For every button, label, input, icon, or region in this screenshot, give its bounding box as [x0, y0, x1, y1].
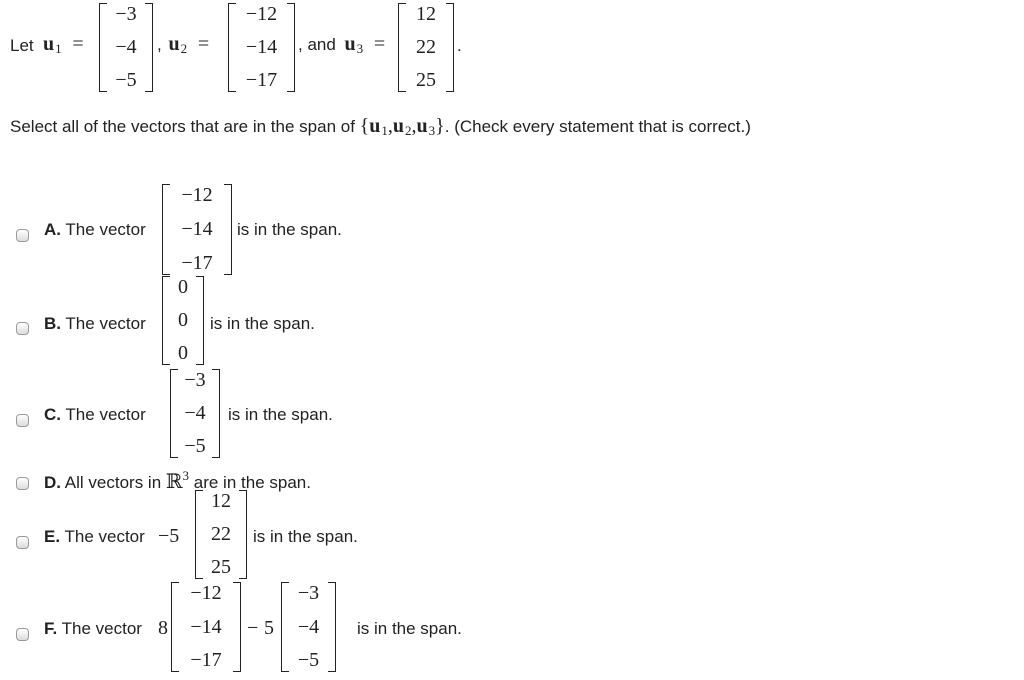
option-c-label[interactable]: C. The vector [44, 405, 146, 424]
option-d-label[interactable]: D. All vectors in ℝ$^3$ are in the span. [44, 468, 311, 493]
option-e-label[interactable]: E. The vector [44, 527, 145, 546]
option-b-suffix: is in the span. [210, 314, 315, 333]
option-e-checkbox[interactable] [16, 536, 29, 549]
option-a-vector: −12 −14 −17 [162, 184, 232, 275]
header-period: . [457, 36, 462, 55]
option-b-vector: 0 0 0 [162, 276, 204, 365]
option-f-scalar1: 8 [158, 617, 168, 639]
option-f-vector2: −3 −4 −5 [281, 582, 336, 672]
option-f-scalar2: 5 [264, 617, 274, 639]
let-label: Let [10, 36, 34, 55]
option-f-label[interactable]: F. The vector [44, 619, 142, 638]
option-b-label[interactable]: B. The vector [44, 314, 146, 333]
u2-label: , $u_2$ = [157, 33, 210, 56]
u1-vector: −3 −4 −5 [99, 3, 153, 92]
option-e-suffix: is in the span. [253, 527, 358, 546]
option-c-suffix: is in the span. [228, 405, 333, 424]
u3-vector: 12 22 25 [398, 3, 454, 92]
option-f-suffix: is in the span. [357, 619, 462, 638]
u2-vector: −12 −14 −17 [228, 3, 295, 92]
option-a-suffix: is in the span. [237, 220, 342, 239]
option-b-checkbox[interactable] [16, 322, 29, 335]
option-a-label[interactable]: A. The vector [44, 220, 146, 239]
u3-label: , and $u_3$ = [298, 33, 386, 56]
option-a-checkbox[interactable] [16, 229, 29, 242]
option-d-checkbox[interactable] [16, 477, 29, 490]
option-f-vector1: −12 −14 −17 [171, 582, 241, 672]
option-c-checkbox[interactable] [16, 414, 29, 427]
question-prompt: Select all of the vectors that are in the span of $\{u_1,u_2,u_3\}$. (Check every statement that is correct.) [10, 115, 751, 138]
option-f-minus: − [247, 617, 259, 639]
option-c-vector: −3 −4 −5 [170, 369, 220, 458]
option-f-checkbox[interactable] [16, 628, 29, 641]
u1-label: $u_1$ = [43, 33, 84, 56]
option-e-vector: 12 22 25 [195, 490, 247, 579]
option-e-scalar: −5 [158, 525, 180, 547]
